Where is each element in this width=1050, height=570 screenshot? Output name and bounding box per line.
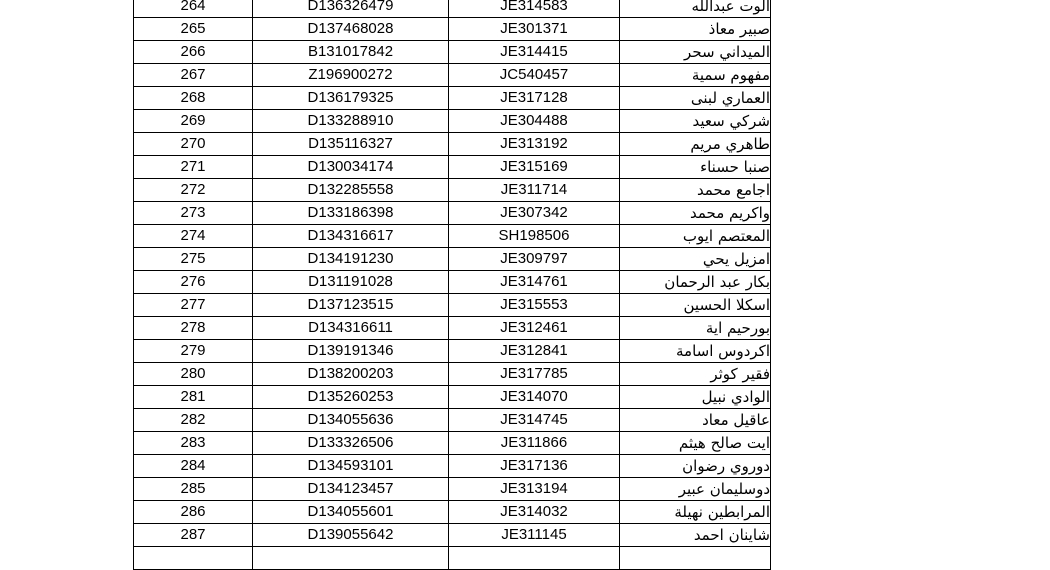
table-row [134,0,771,18]
id-number-cell: D138200203 [253,363,449,386]
id-number-cell: Z196900272 [253,64,449,87]
table-row [134,363,771,386]
row-number-cell: 274 [134,225,253,248]
code-cell [449,547,620,570]
name-cell: طاهري مريم [620,133,771,156]
table-row [134,18,771,41]
name-cell: بكار عبد الرحمان [620,271,771,294]
name-cell: صنبا حسناء [620,156,771,179]
row-number-cell: 269 [134,110,253,133]
row-number-cell: 287 [134,524,253,547]
table-row [134,248,771,271]
table-row [134,110,771,133]
table-row [134,386,771,409]
code-cell: JE317785 [449,363,620,386]
row-number-cell: 284 [134,455,253,478]
name-cell: دوروي رضوان [620,455,771,478]
code-cell: JE311145 [449,524,620,547]
id-number-cell: D132285558 [253,179,449,202]
table-row [134,156,771,179]
table-row [134,133,771,156]
name-cell: ايت صالح هيثم [620,432,771,455]
name-cell: عاقيل معاد [620,409,771,432]
id-number-cell: D135260253 [253,386,449,409]
name-cell: المعتصم ايوب [620,225,771,248]
name-cell: فقير كوثر [620,363,771,386]
row-number-cell: 280 [134,363,253,386]
code-cell: JE314745 [449,409,620,432]
row-number-cell: 285 [134,478,253,501]
row-number-cell: 278 [134,317,253,340]
table-row [134,179,771,202]
name-cell: صبير معاذ [620,18,771,41]
code-cell: SH198506 [449,225,620,248]
name-cell: اسكلا الحسين [620,294,771,317]
name-cell: شاينان احمد [620,524,771,547]
id-number-cell: D134055636 [253,409,449,432]
name-cell: مفهوم سمية [620,64,771,87]
code-cell: JE313192 [449,133,620,156]
code-cell: JE307342 [449,202,620,225]
id-number-cell: B131017842 [253,41,449,64]
name-cell: اجامع محمد [620,179,771,202]
table-row [134,271,771,294]
code-cell: JC540457 [449,64,620,87]
id-number-cell: D134191230 [253,248,449,271]
name-cell: شركي سعيد [620,110,771,133]
table-row [134,455,771,478]
id-number-cell: D133186398 [253,202,449,225]
code-cell: JE317128 [449,87,620,110]
code-cell: JE304488 [449,110,620,133]
row-number-cell: 273 [134,202,253,225]
name-cell: واكريم محمد [620,202,771,225]
row-number-cell: 271 [134,156,253,179]
id-number-cell: D136179325 [253,87,449,110]
table-row [134,294,771,317]
code-cell: JE309797 [449,248,620,271]
code-cell: JE311714 [449,179,620,202]
code-cell: JE315169 [449,156,620,179]
row-number-cell: 270 [134,133,253,156]
code-cell: JE311866 [449,432,620,455]
code-cell: JE312841 [449,340,620,363]
id-number-cell: D139055642 [253,524,449,547]
table-row [134,225,771,248]
table-row [134,547,771,570]
name-cell: الوادي نبيل [620,386,771,409]
name-cell: اكردوس اسامة [620,340,771,363]
id-number-cell: D133288910 [253,110,449,133]
name-cell: الوت عبدالله [620,0,771,18]
id-number-cell [253,547,449,570]
id-number-cell: D139191346 [253,340,449,363]
row-number-cell: 268 [134,87,253,110]
name-cell: العماري لبنى [620,87,771,110]
code-cell: JE314415 [449,41,620,64]
table-row [134,501,771,524]
row-number-cell [134,547,253,570]
table-row [134,409,771,432]
row-number-cell: 282 [134,409,253,432]
code-cell: JE313194 [449,478,620,501]
table-row [134,317,771,340]
name-cell: المرابطين نهيلة [620,501,771,524]
row-number-cell: 283 [134,432,253,455]
id-number-cell: D130034174 [253,156,449,179]
code-cell: JE315553 [449,294,620,317]
row-number-cell: 266 [134,41,253,64]
records-table [133,0,771,570]
row-number-cell: 275 [134,248,253,271]
name-cell: بورحيم اية [620,317,771,340]
table-row [134,64,771,87]
row-number-cell: 267 [134,64,253,87]
id-number-cell: D133326506 [253,432,449,455]
id-number-cell: D134123457 [253,478,449,501]
name-cell: امزيل يحي [620,248,771,271]
code-cell: JE314070 [449,386,620,409]
code-cell: JE314032 [449,501,620,524]
id-number-cell: D136326479 [253,0,449,18]
code-cell: JE301371 [449,18,620,41]
id-number-cell: D134316611 [253,317,449,340]
code-cell: JE312461 [449,317,620,340]
id-number-cell: D135116327 [253,133,449,156]
table-row [134,432,771,455]
table-row [134,87,771,110]
row-number-cell: 265 [134,18,253,41]
row-number-cell: 279 [134,340,253,363]
code-cell: JE317136 [449,455,620,478]
table-row [134,41,771,64]
code-cell: JE314583 [449,0,620,18]
code-cell: JE314761 [449,271,620,294]
row-number-cell: 264 [134,0,253,18]
records-table-body [134,0,771,570]
table-row [134,478,771,501]
id-number-cell: D134593101 [253,455,449,478]
row-number-cell: 281 [134,386,253,409]
id-number-cell: D134316617 [253,225,449,248]
row-number-cell: 272 [134,179,253,202]
row-number-cell: 286 [134,501,253,524]
table-row [134,340,771,363]
row-number-cell: 277 [134,294,253,317]
name-cell [620,547,771,570]
name-cell: دوسليمان عبير [620,478,771,501]
id-number-cell: D134055601 [253,501,449,524]
table-row [134,524,771,547]
name-cell: الميداني سحر [620,41,771,64]
table-row [134,202,771,225]
id-number-cell: D137468028 [253,18,449,41]
id-number-cell: D137123515 [253,294,449,317]
row-number-cell: 276 [134,271,253,294]
id-number-cell: D131191028 [253,271,449,294]
